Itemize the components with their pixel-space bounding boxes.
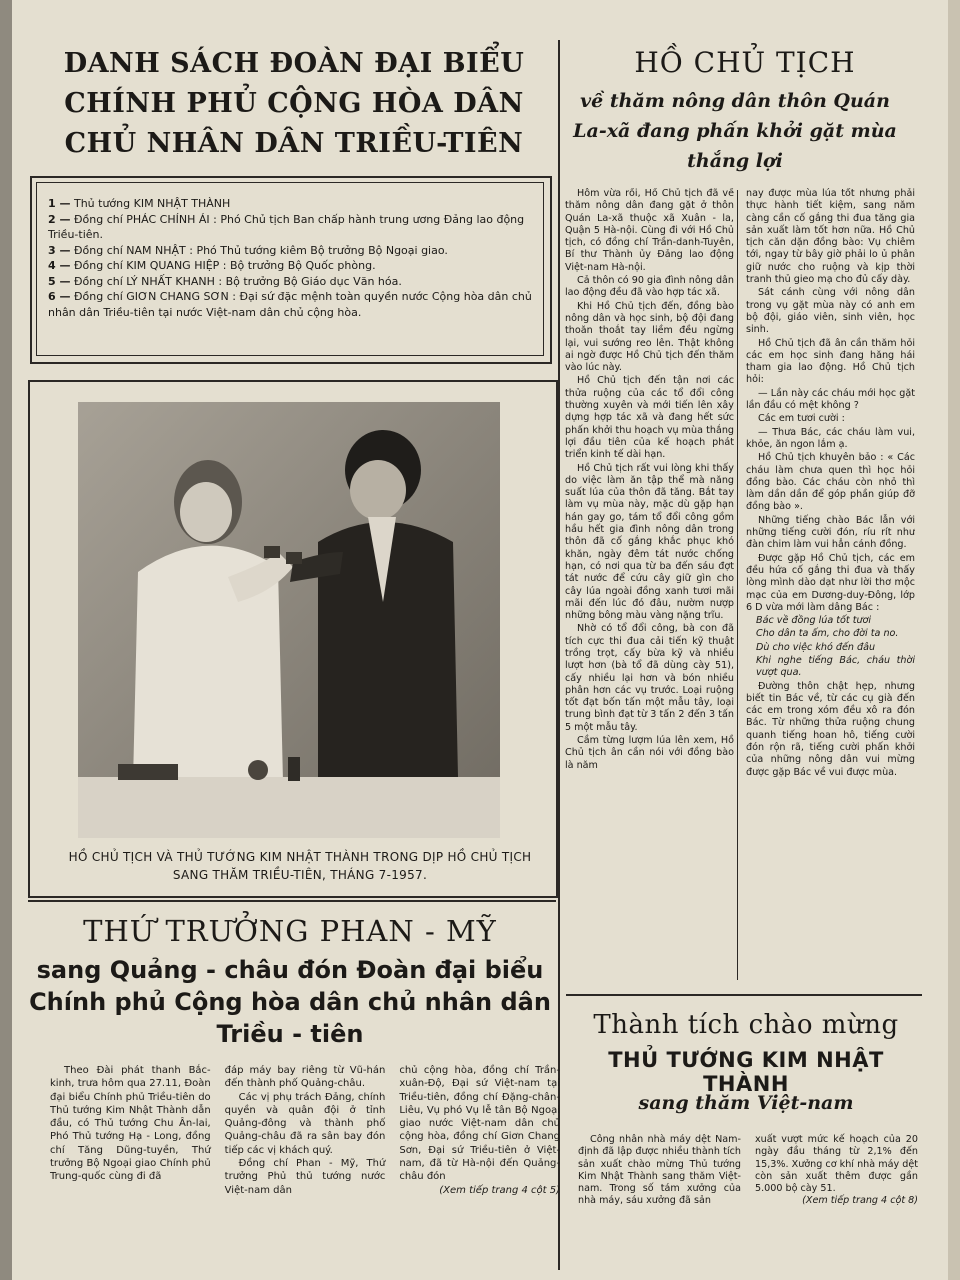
paragraph: Hồ Chủ tịch đến tận nơi các thửa ruộng của các tổ đổi công thường xuyên và mới tiến lên xây dựng hợp tác xã và đang hết sức phấn khởi thu hoạch vụ mùa thắng lợi đầu tiên của kế hoạch phát triển kinh tế dài hạn. — [565, 375, 734, 461]
article-body — [50, 1064, 560, 1274]
article-kicker: Thành tích chào mừng — [593, 1010, 899, 1040]
paragraph: Hồ Chủ tịch đã ân cần thăm hỏi các em học sinh đang hăng hái tham gia lao động. Hồ Chủ tịch hỏi: — [746, 337, 915, 386]
text-column — [746, 188, 915, 982]
paragraph: Sát cánh cùng với nông dân trong vụ gặt mùa này có anh em bộ đội, giáo viên, sinh viên, học sinh. — [746, 287, 915, 336]
article-headline: THỦ TƯỚNG KIM NHẬT THÀNH — [608, 1048, 884, 1096]
paragraph: Theo Đài phát thanh Bắc-kinh, trưa hôm qua 27.11, Đoàn đại biểu Chính phủ Triều-tiên do Thủ tướng Kim Nhật Thành dẫn đầu, có Thủ tướng Chu Ân-lai, Phó Thủ tướng Hạ - Long, đồng chí Tăng Dũng-tuyền, Thứ trưởng Bộ Ngoại giao Chính phủ Trung-quốc cùng đi đã — [50, 1065, 211, 1183]
paragraph: Hồ Chủ tịch rất vui lòng khi thấy do việc làm ăn tập thể mà năng suất lúa của thôn đã tăng. Bắt tay làm vụ mùa này, mặc dù gặp hạn hán gay go, tám tổ đổi công gồm hầu hết gia đình nông dân trong thôn đã cố gắng khắc phục khó khăn, ngày đêm tát nước chống hạn, có nơi qua từ ba đến sáu đợt tát nước để cứu cây giữ gìn cho cây lúa ngoài đồng xanh tươi mãi mãi đến lúc đó đâu, nườm nượp những bông màu vàng nặng trĩu. — [565, 462, 734, 622]
text-column — [578, 1134, 741, 1234]
paragraph: đáp máy bay riêng từ Vũ-hán đến thành phố Quảng-châu. — [224, 1065, 386, 1090]
article-body — [565, 188, 915, 982]
delegation-headline: DANH SÁCH ĐOÀN ĐẠI BIỂU CHÍNH PHỦ CỘNG HÒA DÂN CHỦ NHÂN DÂN TRIỀU-TIÊN — [63, 48, 525, 159]
paragraph: Cầm từng lượm lúa lên xem, Hồ Chủ tịch ân cần nói với đồng bào là năm — [565, 735, 734, 771]
delegate-list — [48, 196, 534, 320]
photo-illustration — [78, 402, 500, 838]
text-column — [755, 1134, 918, 1234]
delegate-item: 1 — Thủ tướng KIM NHẬT THÀNH — [48, 197, 231, 210]
paragraph: Được gặp Hồ Chủ tịch, các em đều hứa cố gắng thi đua và thấy lòng mình dào dạt như lời thơ mộc mạc của em Dương-duy-Đông, lớp 6 D vừa mới làm dâng Bác : — [746, 552, 915, 613]
article-headline: về thăm nông dân thôn Quán La-xã đang phấn khởi gặt mùa thắng lợi — [573, 90, 897, 172]
paragraph: Hôm vừa rồi, Hồ Chủ tịch đã về thăm nông dân đang gặt ở thôn Quán La-xã thuộc xã Xuân - la, Quận 5 Hà-nội. Cùng đi với Hồ Chủ tịch, có đồng chí Trần-danh-Tuyên, Bí thư Thành ủy Đảng lao động Việt-nam Hà-nội. — [565, 188, 734, 273]
paragraph: Những tiếng chào Bác lẫn với những tiếng cười đón, ríu rít như đàn chim làm vui hẳn cánh đồng. — [746, 514, 915, 551]
delegate-item: 5 — Đồng chí LÝ NHẤT KHANH : Bộ trưởng Bộ Giáo dục Văn hóa. — [48, 274, 402, 288]
poem-line: Dù cho việc khó đến đâu — [756, 641, 876, 653]
paragraph: Các vị phụ trách Đảng, chính quyền và quân đội ở tỉnh Quảng-đông và thành phố Quảng-châu đã ra sân bay đón tiếp các vị khách quý. — [224, 1091, 386, 1156]
delegate-item: 2 — Đồng chí PHÁC CHÍNH ÁI : Phó Chủ tịch Ban chấp hành trung ương Đảng lao động Triều-tiên. — [48, 212, 525, 241]
article-body — [578, 1134, 918, 1234]
page-edge-right — [948, 0, 960, 1280]
paragraph: — Thưa Bác, các cháu làm vui, khỏe, ăn ngon lắm ạ. — [746, 426, 915, 450]
text-column — [565, 188, 734, 982]
news-photo — [78, 402, 500, 838]
paragraph: — Lần này các cháu mới học gặt lần đầu có mệt không ? — [746, 387, 915, 412]
section-divider-right — [566, 994, 922, 996]
article-kicker: HỒ CHỦ TỊCH — [634, 46, 856, 79]
paragraph: Hồ Chủ tịch khuyên bảo : « Các cháu làm chưa quen thì học hỏi đồng bào. Các cháu còn nhỏ thì làm dần dần để góp phần giúp đỡ đồng bào ». — [746, 452, 915, 513]
paragraph: xuất vượt mức kế hoạch của 20 ngày đầu tháng từ 2,1% đến 15,3%. Xưởng cơ khí nhà máy dệt còn sản xuất thêm được gần 5.000 bộ cày 51. — [755, 1134, 918, 1195]
text-column — [225, 1064, 386, 1274]
article-headline: sang Quảng - châu đón Đoàn đại biểu Chính phủ Cộng hòa dân chủ nhân dân Triều - tiên — [29, 956, 551, 1048]
paragraph: Cả thôn có 90 gia đình nông dân lao động đều đã vào hợp tác xã. — [565, 275, 734, 299]
paragraph: Đồng chí Phan - Mỹ, Thứ trưởng Phủ thủ tướng nước Việt-nam dân — [224, 1158, 386, 1196]
article-subheadline: sang thăm Việt-nam — [638, 1092, 854, 1114]
paragraph: nay được mùa lúa tốt nhưng phải thực hành tiết kiệm, sang năm càng cần cố gắng thi đua tăng gia sản xuất làm tốt hơn nữa. Hồ Chủ tịch căn dặn đồng bào: Vụ chiêm tới, ngay từ bây giờ phải lo ủ phân giữ nước cho ruộng và kịp thời tranh thủ gieo mạ cho đủ cấy dày. — [746, 188, 915, 286]
poem-line: Bác về đồng lúa tốt tươi — [756, 615, 872, 627]
paragraph: chủ cộng hòa, đồng chí Trần-xuân-Độ, Đại sứ Việt-nam tại Triều-tiên, đồng chí Đặng-chân-Liêu, Vụ phó Vụ lễ tân Bộ Ngoại giao nước Việt-nam dân chủ cộng hòa, đồng chí Giơn Chang Sơn, Đại sứ Triều-tiên ở Việt-nam, đã từ Hà-nội đến Quảng-châu đón — [399, 1065, 561, 1183]
delegate-item: 3 — Đồng chí NAM NHẬT : Phó Thủ tướng kiêm Bộ trưởng Bộ Ngoại giao. — [48, 243, 448, 257]
continued-note: (Xem tiếp trang 4 cột 5) — [439, 1184, 561, 1196]
poem-line: Cho dân ta ấm, cho đời ta no. — [756, 628, 899, 640]
paragraph: Khi Hồ Chủ tịch đến, đồng bào nông dân và học sinh, bộ đội đang thoăn thoắt tay liềm đều ngừng lại, vui sướng reo lên. Thật không ai ngờ được Hồ Chủ tịch đến thăm vào lúc này. — [565, 300, 734, 374]
delegate-item: 6 — Đồng chí GIƠN CHANG SƠN : Đại sứ đặc mệnh toàn quyền nước Cộng hòa dân chủ nhân dân Triều-tiên tại nước Việt-nam dân chủ cộng hòa. — [48, 290, 532, 319]
text-column — [399, 1064, 560, 1274]
text-column — [50, 1064, 211, 1274]
delegate-item: 4 — Đồng chí KIM QUANG HIỆP : Bộ trưởng Bộ Quốc phòng. — [48, 259, 376, 272]
article-kicker: THỨ TRƯỞNG PHAN - MỸ — [83, 914, 497, 948]
paragraph: Nhờ có tổ đổi công, bà con đã tích cực thi đua cải tiến kỹ thuật trồng trọt, cấy bừa kỹ và nhiều lượt hơn (bà tổ đã dùng cày 51), cấy nhiều lại hơn và bón nhiều phân hơn các vụ trước. Loại ruộng tốt đạt bốn tấn một mẫu tây, loại trung bình đạt từ 3 tấn 2 đến 3 tấn 5 một mẫu tây. — [565, 623, 734, 733]
photo-caption: HỒ CHỦ TỊCH VÀ THỦ TƯỚNG KIM NHẬT THÀNH TRONG DỊP HỒ CHỦ TỊCH SANG THĂM TRIỀU-TIÊN, THÁNG 7-1957. — [68, 850, 532, 882]
paragraph: Các em tươi cười : — [758, 413, 845, 425]
poem-line: Khi nghe tiếng Bác, cháu thời vượt qua. — [756, 654, 915, 679]
continued-note: (Xem tiếp trang 4 cột 8) — [802, 1195, 918, 1207]
paragraph: Đường thôn chật hẹp, nhưng biết tin Bác về, từ các cụ già đến các em trong xóm đều xô ra đón Bác. Từ những thửa ruộng chung quanh tiếng hoan hô, tiếng cười đón rộn rã, tiếng cười phấn khởi của những nông dân vui mừng được gặp Bác về vui được mùa. — [746, 680, 915, 778]
section-divider-left — [28, 900, 556, 902]
paragraph: Công nhân nhà máy dệt Nam-định đã lập được nhiều thành tích sản xuất chào mừng Thủ tướng Kim Nhật Thành sang thăm Việt-nam. Trong số tám xưởng của nhà máy, sáu xưởng đã sản — [578, 1134, 741, 1207]
